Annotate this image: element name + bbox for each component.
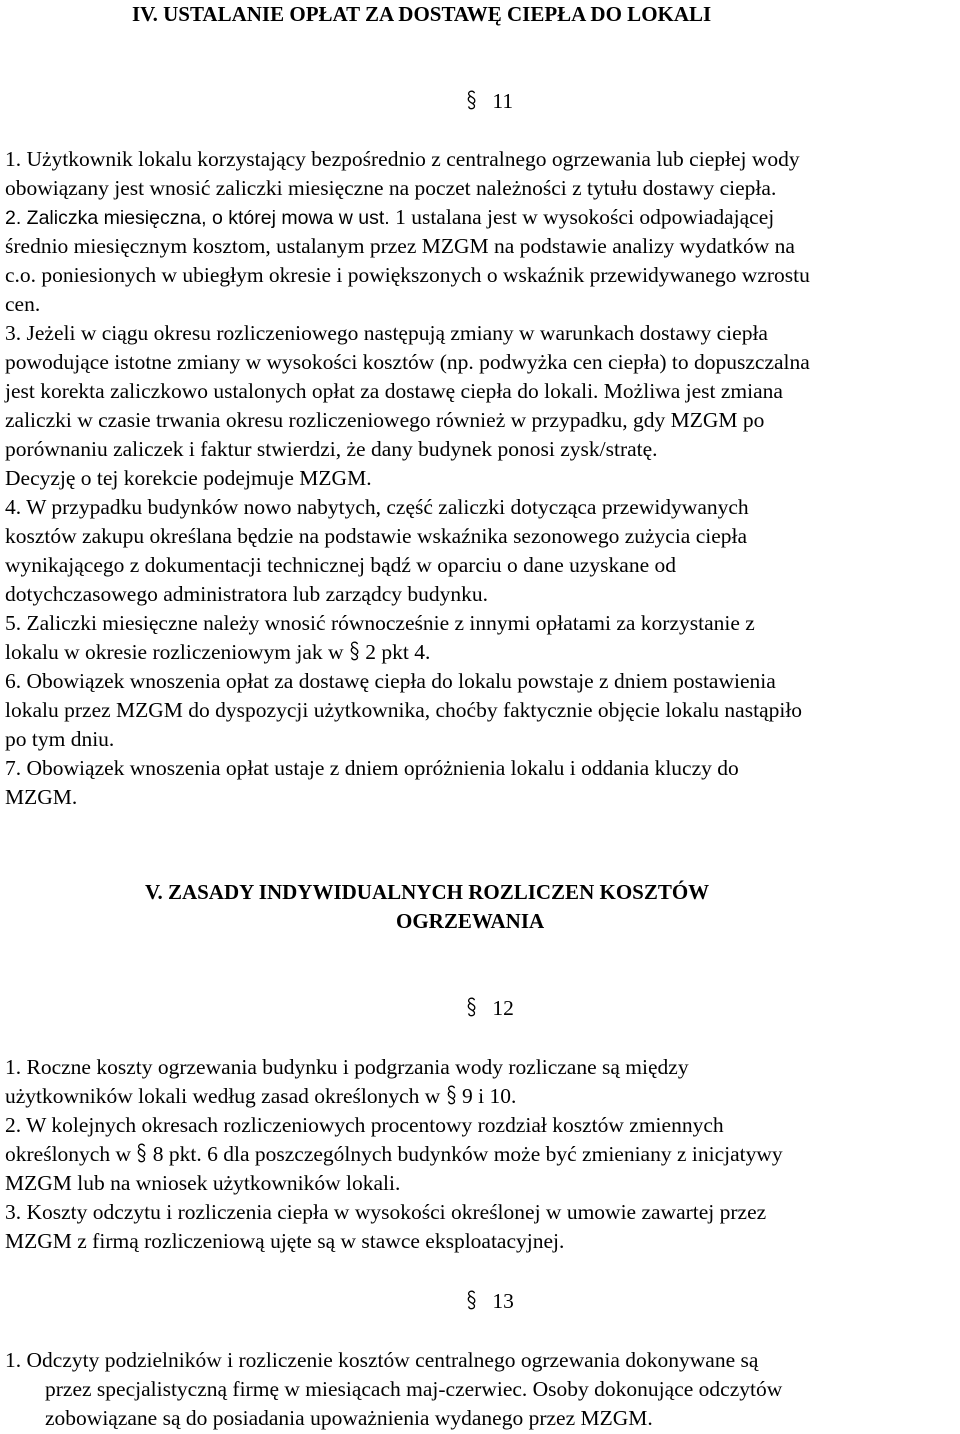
iv-line-18-a: lokalu w okresie rozliczeniowym jak w [5,640,344,664]
p12-line-4-b: 8 pkt. 6 dla poszczególnych budynków może być zmieniany z inicjatywy [152,1142,783,1166]
p12-line-1: 1. Roczne koszty ogrzewania budynku i podgrzania wody rozliczane są między [5,1055,689,1079]
iv-line-18-b: 2 pkt 4. [365,640,431,664]
p12-line-4-a: określonych w [5,1142,131,1166]
section-sign-icon [466,1290,477,1310]
section-v-title-line-1: V. ZASADY INDYWIDUALNYCH ROZLICZEN KOSZTÓW [145,880,710,904]
section-sign-icon [136,1143,147,1163]
iv-line-15: wynikającego z dokumentacji technicznej bądź w oparciu o dane uzyskane od [5,553,677,577]
p13-line-1: 1. Odczyty podzielników i rozliczenie kosztów centralnego ogrzewania dokonywane są [5,1348,759,1372]
iv-line-1: 1. Użytkownik lokalu korzystający bezpośrednio z centralnego ogrzewania lub ciepłej wody [5,147,800,171]
section-sign-icon [446,1085,457,1105]
iv-line-3-a: 2. Zaliczka miesięczna, o której mowa w ust. [5,207,390,229]
iv-line-10: zaliczki w czasie trwania okresu rozliczeniowego również w przypadku, gdy MZGM po [5,408,765,432]
iv-line-16: dotychczasowego administratora lub zarządcy budynku. [5,582,488,606]
iv-line-6: cen. [5,292,41,316]
p12-line-3: 2. W kolejnych okresach rozliczeniowych procentowy rozdział kosztów zmiennych [5,1113,724,1137]
iv-line-3-b: 1 ustalana jest w wysokości odpowiadającej [389,205,775,229]
iv-line-22: 7. Obowiązek wnoszenia opłat ustaje z dniem opróżnienia lokalu i oddania kluczy do [5,756,739,780]
iv-line-13: 4. W przypadku budynków nowo nabytych, część zaliczki dotycząca przewidywanych [5,495,749,519]
p12-line-6: 3. Koszty odczytu i rozliczenia ciepła w wysokości określonej w umowie zawartej przez [5,1200,767,1224]
iv-line-4: średnio miesięcznym kosztom, ustalanym przez MZGM na podstawie analizy wydatków na [5,234,795,258]
paragraph-13-heading [466,1288,514,1314]
iv-line-8: powodujące istotne zmiany w wysokości kosztów (np. podwyżka cen ciepła) to dopuszczalna [5,350,810,374]
p12-line-2-b: 9 i 10. [462,1084,517,1108]
p12-line-2-a: użytkowników lokali według zasad określonych w [5,1084,441,1108]
section-sign-icon [349,641,360,661]
paragraph-11-heading [466,88,513,114]
section-v-title-line-2: OGRZEWANIA [396,909,545,933]
iv-line-19: 6. Obowiązek wnoszenia opłat za dostawę ciepła do lokalu powstaje z dniem postawienia [5,669,776,693]
p13-line-2: przez specjalistyczną firmę w miesiącach maj-czerwiec. Osoby dokonujące odczytów [45,1377,783,1401]
iv-line-7: 3. Jeżeli w ciągu okresu rozliczeniowego następują zmiany w warunkach dostawy ciepła [5,321,768,345]
section-iv-title: IV. USTALANIE OPŁAT ZA DOSTAWĘ CIEPŁA DO LOKALI [132,2,712,26]
p13-line-3: zobowiązane są do posiadania upoważnienia wydanego przez MZGM. [45,1406,653,1430]
iv-line-20: lokalu przez MZGM do dyspozycji użytkownika, choćby faktycznie objęcie lokalu nastąpiło [5,698,803,722]
paragraph-12-heading [466,995,514,1021]
p12-line-5: MZGM lub na wniosek użytkowników lokali. [5,1171,401,1195]
p12-line-4 [5,1141,783,1167]
iv-line-23: MZGM. [5,785,78,809]
paragraph-13-number: 13 [492,1289,514,1313]
section-sign-icon [466,90,477,110]
iv-line-9: jest korekta zaliczkowo ustalonych opłat za dostawę ciepła do lokali. Możliwa jest zmiana [5,379,783,403]
p12-line-7: MZGM z firmą rozliczeniową ujęte są w stawce eksploatacyjnej. [5,1229,565,1253]
iv-line-5: c.o. poniesionych w ubiegłym okresie i powiększonych o wskaźnik przewidywanego wzrostu [5,263,810,287]
paragraph-11-number: 11 [492,89,514,113]
iv-line-11: porównaniu zaliczek i faktur stwierdzi, że dany budynek ponosi zysk/stratę. [5,437,658,461]
section-sign-icon [466,997,477,1017]
paragraph-12-number: 12 [492,996,514,1020]
iv-line-17: 5. Zaliczki miesięczne należy wnosić równocześnie z innymi opłatami za korzystanie z [5,611,755,635]
iv-line-3 [5,204,774,231]
iv-line-18 [5,639,430,665]
iv-line-21: po tym dniu. [5,727,115,751]
p12-line-2 [5,1083,516,1109]
iv-line-14: kosztów zakupu określana będzie na podstawie wskaźnika sezonowego zużycia ciepła [5,524,748,548]
iv-line-2: obowiązany jest wnosić zaliczki miesięczne na poczet należności z tytułu dostawy ciepła. [5,176,777,200]
iv-line-12: Decyzję o tej korekcie podejmuje MZGM. [5,466,372,490]
